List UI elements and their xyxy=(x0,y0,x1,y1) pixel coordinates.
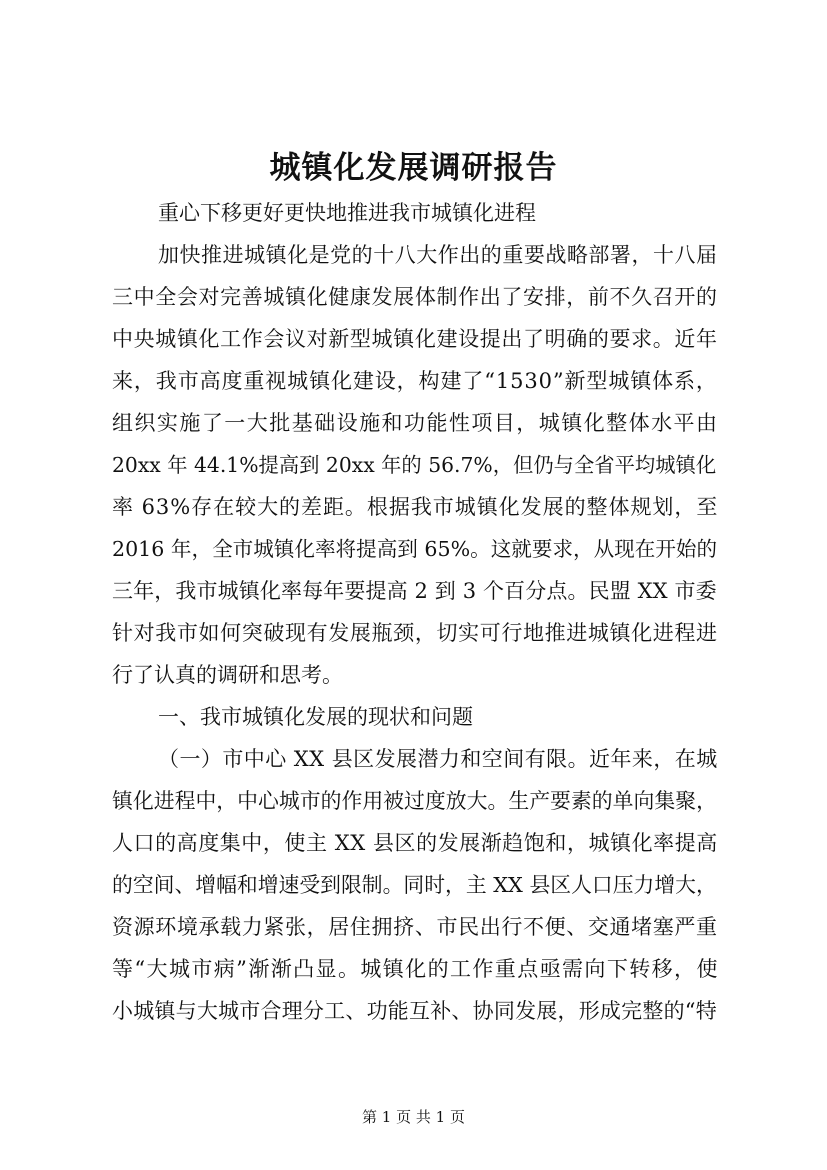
body-line: 小城镇与大城市合理分工、功能互补、协同发展，形成完整的“特 xyxy=(112,999,717,1023)
body-line: 资源环境承载力紧张，居住拥挤、市民出行不便、交通堵塞严重 xyxy=(112,915,718,939)
body-line: 来，我市高度重视城镇化建设，构建了“1530”新型城镇体系， xyxy=(112,369,718,393)
body-line: 等“大城市病”渐渐凸显。城镇化的工作重点亟需向下转移，使 xyxy=(112,957,719,981)
body-line: 20xx 年 44.1%提高到 20xx 年的 56.7%，但仍与全省平均城镇化 xyxy=(112,453,717,477)
body-line: （一）市中心 XX 县区发展潜力和空间有限。近年来，在城 xyxy=(158,747,718,771)
document-subtitle: 重心下移更好更快地推进我市城镇化进程 xyxy=(158,201,536,225)
body-line: 2016 年，全市城镇化率将提高到 65%。这就要求，从现在开始的 xyxy=(112,537,718,561)
page-footer: 第 1 页 共 1 页 xyxy=(362,1108,465,1126)
body-line: 组织实施了一大批基础设施和功能性项目，城镇化整体水平由 xyxy=(112,411,719,435)
body-line: 行了认真的调研和思考。 xyxy=(112,663,343,687)
body-line: 三年，我市城镇化率每年要提高 2 到 3 个百分点。民盟 XX 市委 xyxy=(112,579,717,603)
section-heading: 一、我市城镇化发展的现状和问题 xyxy=(158,705,473,729)
body-line: 三中全会对完善城镇化健康发展体制作出了安排，前不久召开的 xyxy=(112,285,718,309)
body-line: 针对我市如何突破现有发展瓶颈，切实可行地推进城镇化进程进 xyxy=(112,621,718,645)
body-line: 中央城镇化工作会议对新型城镇化建设提出了明确的要求。近年 xyxy=(112,327,718,351)
body-line: 镇化进程中，中心城市的作用被过度放大。生产要素的单向集聚， xyxy=(112,789,717,813)
body-line: 率 63%存在较大的差距。根据我市城镇化发展的整体规划，至 xyxy=(112,495,719,519)
body-line: 的空间、增幅和增速受到限制。同时，主 XX 县区人口压力增大， xyxy=(112,873,717,897)
body-line: 人口的高度集中，使主 XX 县区的发展渐趋饱和，城镇化率提高 xyxy=(112,831,718,855)
document-title: 城镇化发展调研报告 xyxy=(269,150,558,186)
body-line: 加快推进城镇化是党的十八大作出的重要战略部署，十八届 xyxy=(158,243,718,267)
